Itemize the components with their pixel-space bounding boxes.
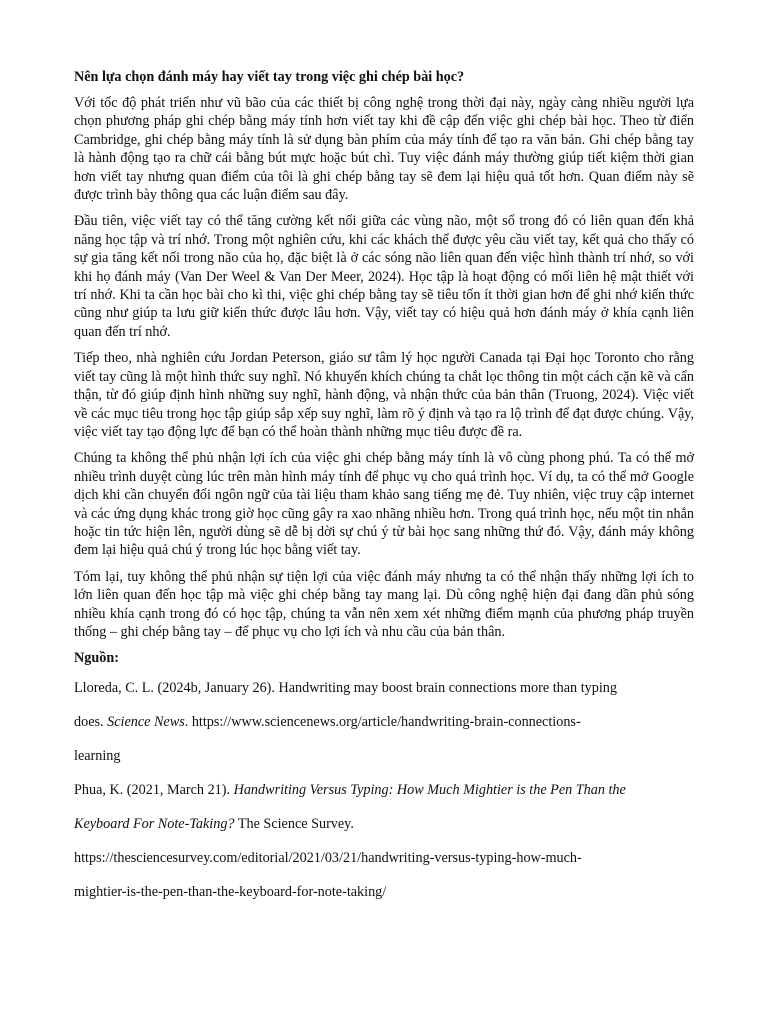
paragraph-intro: Với tốc độ phát triển như vũ bão của các thiết bị công nghệ trong thời đại này, ngày càng nhiều người lựa chọn phương pháp ghi chép bằng máy tính hơn viết tay khi đề cập đến việc ghi chép bài học. Theo từ điển Cambridge, ghi chép bằng máy tính là sử dụng bàn phím của máy tính để tạo ra văn bản. Ghi chép bằng tay là hành động tạo ra chữ cái bằng bút mực hoặc bút chì. Tuy việc đánh máy thường giúp tiết kiệm thời gian hơn viết tay nhưng quan điểm của tôi là ghi chép bằng tay sẽ đem lại hiệu quả tốt hơn. Quan điểm này sẽ được trình bày thông qua các luận điểm sau đây.	[74, 95, 694, 204]
paragraph-thinking: Tiếp theo, nhà nghiên cứu Jordan Peterson, giáo sư tâm lý học người Canada tại Đại học Toronto cho rằng viết tay cũng là một hình thức suy nghĩ. Nó khuyến khích chúng ta chắt lọc thông tin một cách cặn kẽ và cẩn thận, từ đó giúp định hình những suy nghĩ, hành động, và nhận thức của bản thân (Truong, 2024). Việc viết về các mục tiêu trong học tập giúp sắp xếp suy nghĩ, làm rõ ý định và tạo ra lộ trình để đạt được chúng. Vậy, việc viết tay tạo động lực để bạn có thể hoàn thành những mục tiêu được đề ra.	[74, 350, 694, 440]
reference-title: Keyboard For Note-Taking?	[74, 816, 235, 833]
reference-title: Handwriting Versus Typing: How Much Mightier is the Pen Than the	[233, 782, 626, 799]
reference-url: . https://www.sciencenews.org/article/handwriting-brain-connections-	[184, 714, 581, 731]
document-title: Nên lựa chọn đánh máy hay viết tay trong việc ghi chép bài học?	[74, 69, 465, 85]
reference-line	[74, 773, 694, 807]
reference-phua	[74, 773, 694, 909]
paragraph-typing-benefits: Chúng ta không thể phủ nhận lợi ích của việc ghi chép bằng máy tính là vô cùng phong phú. Ta có thể mở nhiều trình duyệt cùng lúc trên màn hình máy tính để phục vụ cho quá trình học. Ví dụ, ta có thể mở Google dịch khi cần chuyển đổi ngôn ngữ của tài liệu tham khảo sang tiếng mẹ đẻ. Tuy nhiên, việc truy cập internet và các ứng dụng khác trong giờ học cũng gây ra xao nhãng nhiều hơn. Trong quá trình học, nếu một tin nhắn hoặc tin tức hiện lên, người dùng sẽ dễ bị dời sự chú ý từ bài học sang những thứ đó. Vậy, đánh máy không đem lại hiệu quả chú ý trong lúc học bằng viết tay.	[74, 450, 694, 559]
paragraph-memory: Đầu tiên, việc viết tay có thể tăng cường kết nối giữa các vùng não, một số trong đó có liên quan đến khả năng học tập và trí nhớ. Trong một nghiên cứu, khi các khách thể được yêu cầu viết tay, kết quả cho thấy có sự gia tăng kết nối trong não của họ, đặc biệt là ở các sóng não liên quan đến việc hình thành trí nhớ, so với khi họ đánh máy (Van Der Weel & Van Der Meer, 2024). Học tập là hoạt động có mối liên hệ mật thiết với trí nhớ. Khi ta cần học bài cho kì thi, việc ghi chép bằng tay sẽ tiêu tốn ít thời gian hơn để ghi nhớ kiến thức cũng như giúp ta lưu giữ kiến thức được lâu hơn. Vậy, viết tay có hiệu quả hơn đánh máy ở khía cạnh liên quan đến trí nhớ.	[74, 213, 694, 340]
sources-heading: Nguồn:	[74, 650, 119, 667]
reference-line: Lloreda, C. L. (2024b, January 26). Handwriting may boost brain connections more than typing	[74, 680, 617, 697]
reference-journal: Science News	[107, 714, 185, 731]
reference-url: https://thesciencesurvey.com/editorial/2021/03/21/handwriting-versus-typing-how-much-	[74, 850, 582, 867]
reference-url: mightier-is-the-pen-than-the-keyboard-for-note-taking/	[74, 884, 387, 901]
reference-publisher: The Science Survey.	[234, 816, 354, 833]
reference-line: learning	[74, 748, 121, 765]
reference-text: Phua, K. (2021, March 21).	[74, 782, 234, 799]
paragraph-conclusion: Tóm lại, tuy không thể phủ nhận sự tiện lợi của việc đánh máy nhưng ta có thể nhận thấy những lợi ích to lớn liên quan đến học tập mà việc ghi chép bằng tay mang lại. Dù công nghệ hiện đại đang dần phủ sóng nhiều khía cạnh trong đó có học tập, chúng ta vẫn nên xem xét những điểm mạnh của phương pháp truyền thống – ghi chép bằng tay – để phục vụ cho lợi ích và nhu cầu của bản thân.	[74, 568, 694, 640]
reference-line	[74, 705, 694, 739]
reference-text: does.	[74, 714, 108, 731]
reference-line	[74, 807, 694, 841]
reference-lloreda	[74, 671, 694, 773]
